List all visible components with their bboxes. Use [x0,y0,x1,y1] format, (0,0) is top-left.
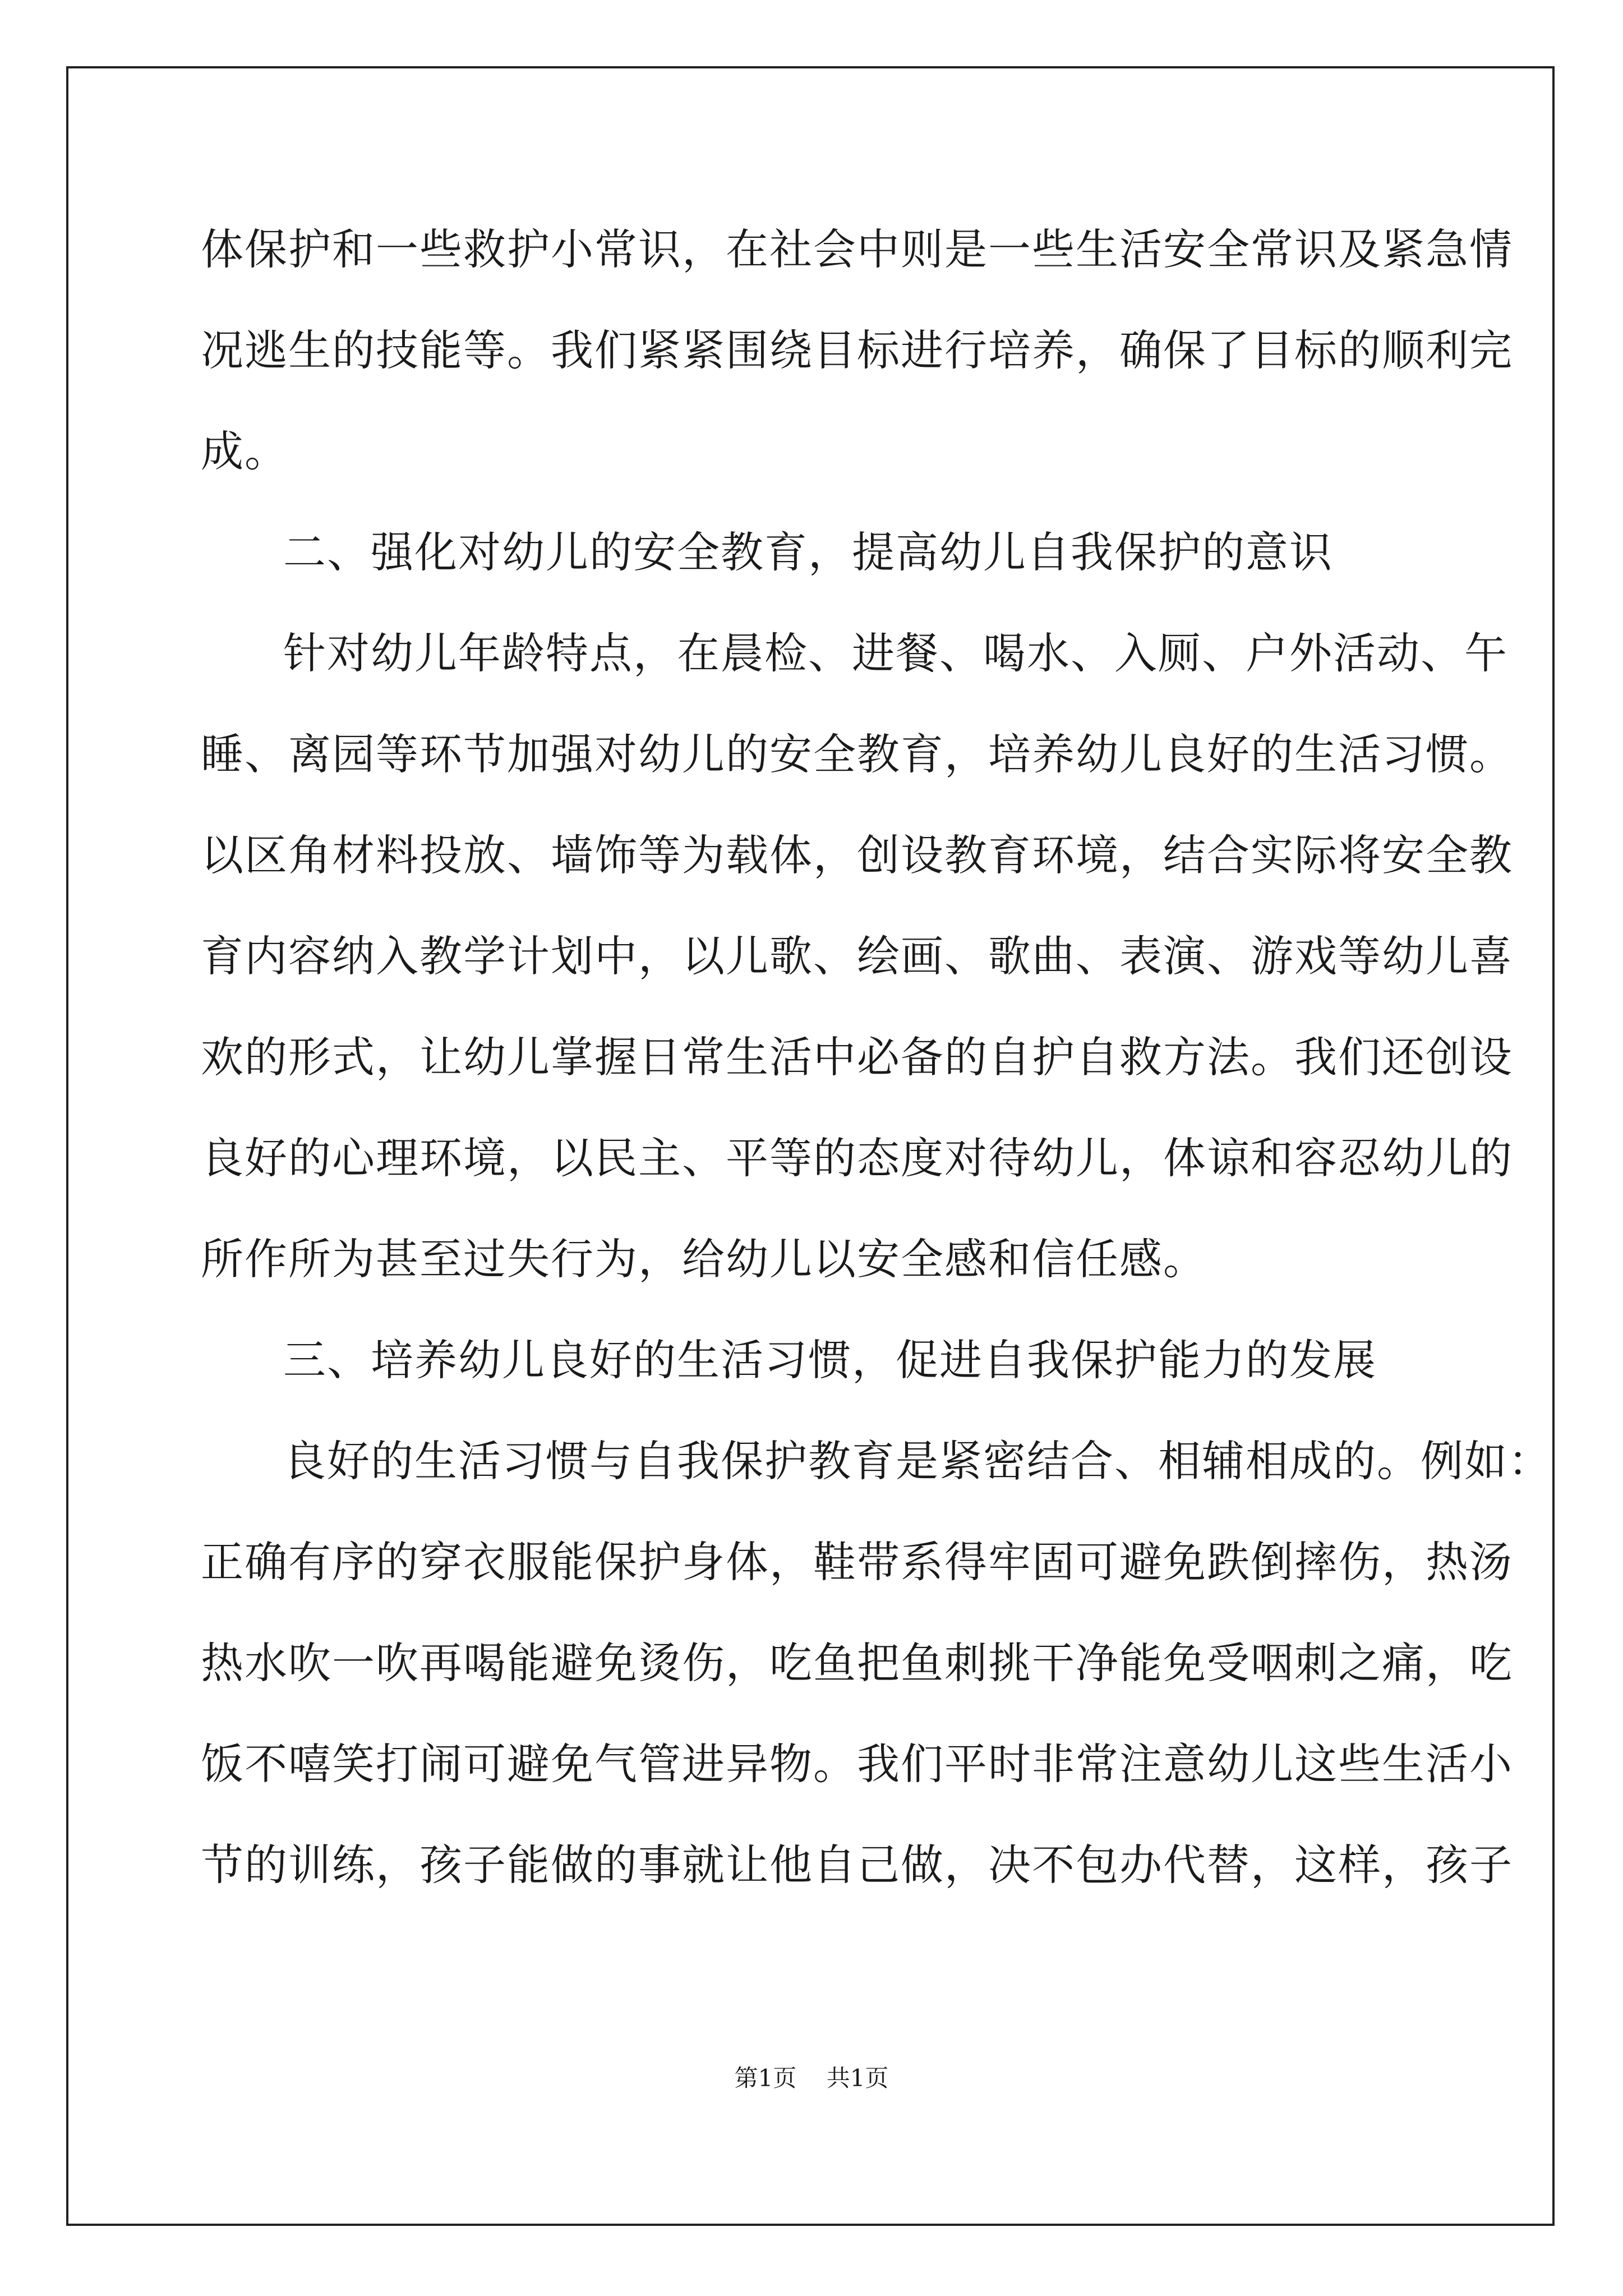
paragraph-line: 所作所为甚至过失行为，给幼儿以安全感和信任感。 [201,1234,1207,1284]
paragraph-line: 欢的形式，让幼儿掌握日常生活中必备的自护自救方法。我们还创设 [201,1032,1513,1082]
paragraph-line: 成。 [201,426,288,476]
paragraph-line: 况逃生的技能等。我们紧紧围绕目标进行培养，确保了目标的顺利完 [201,325,1513,375]
paragraph-line: 以区角材料投放、墙饰等为载体，创设教育环境，结合实际将安全教 [201,830,1513,880]
paragraph-line: 正确有序的穿衣服能保护身体，鞋带系得牢固可避免跌倒摔伤，热汤 [201,1537,1513,1587]
paragraph-line: 睡、离园等环节加强对幼儿的安全教育，培养幼儿良好的生活习惯。 [201,729,1513,779]
paragraph-line: 针对幼儿年龄特点，在晨检、进餐、喝水、入厕、户外活动、午 [283,628,1508,678]
page-footer [0,2062,1623,2095]
paragraph-line: 饭不嘻笑打闹可避免气管进异物。我们平时非常注意幼儿这些生活小 [201,1739,1513,1789]
paragraph-line: 热水吹一吹再喝能避免烫伤，吃鱼把鱼刺挑干净能免受咽刺之痛，吃 [201,1638,1513,1688]
paragraph-line: 良好的心理环境，以民主、平等的态度对待幼儿，体谅和容忍幼儿的 [201,1133,1513,1183]
paragraph-line: 体保护和一些救护小常识，在社会中则是一些生活安全常识及紧急情 [201,224,1513,274]
page-total: 共1页 [826,2064,889,2092]
section-heading: 三、培养幼儿良好的生活习惯，促进自我保护能力的发展 [283,1335,1377,1385]
page-number: 第1页 [734,2064,797,2092]
paragraph-line: 良好的生活习惯与自我保护教育是紧密结合、相辅相成的。例如： [283,1436,1552,1486]
section-heading: 二、强化对幼儿的安全教育，提高幼儿自我保护的意识 [283,527,1333,577]
paragraph-line: 节的训练，孩子能做的事就让他自己做，决不包办代替，这样，孩子 [201,1840,1513,1890]
paragraph-line: 育内容纳入教学计划中，以儿歌、绘画、歌曲、表演、游戏等幼儿喜 [201,931,1513,981]
